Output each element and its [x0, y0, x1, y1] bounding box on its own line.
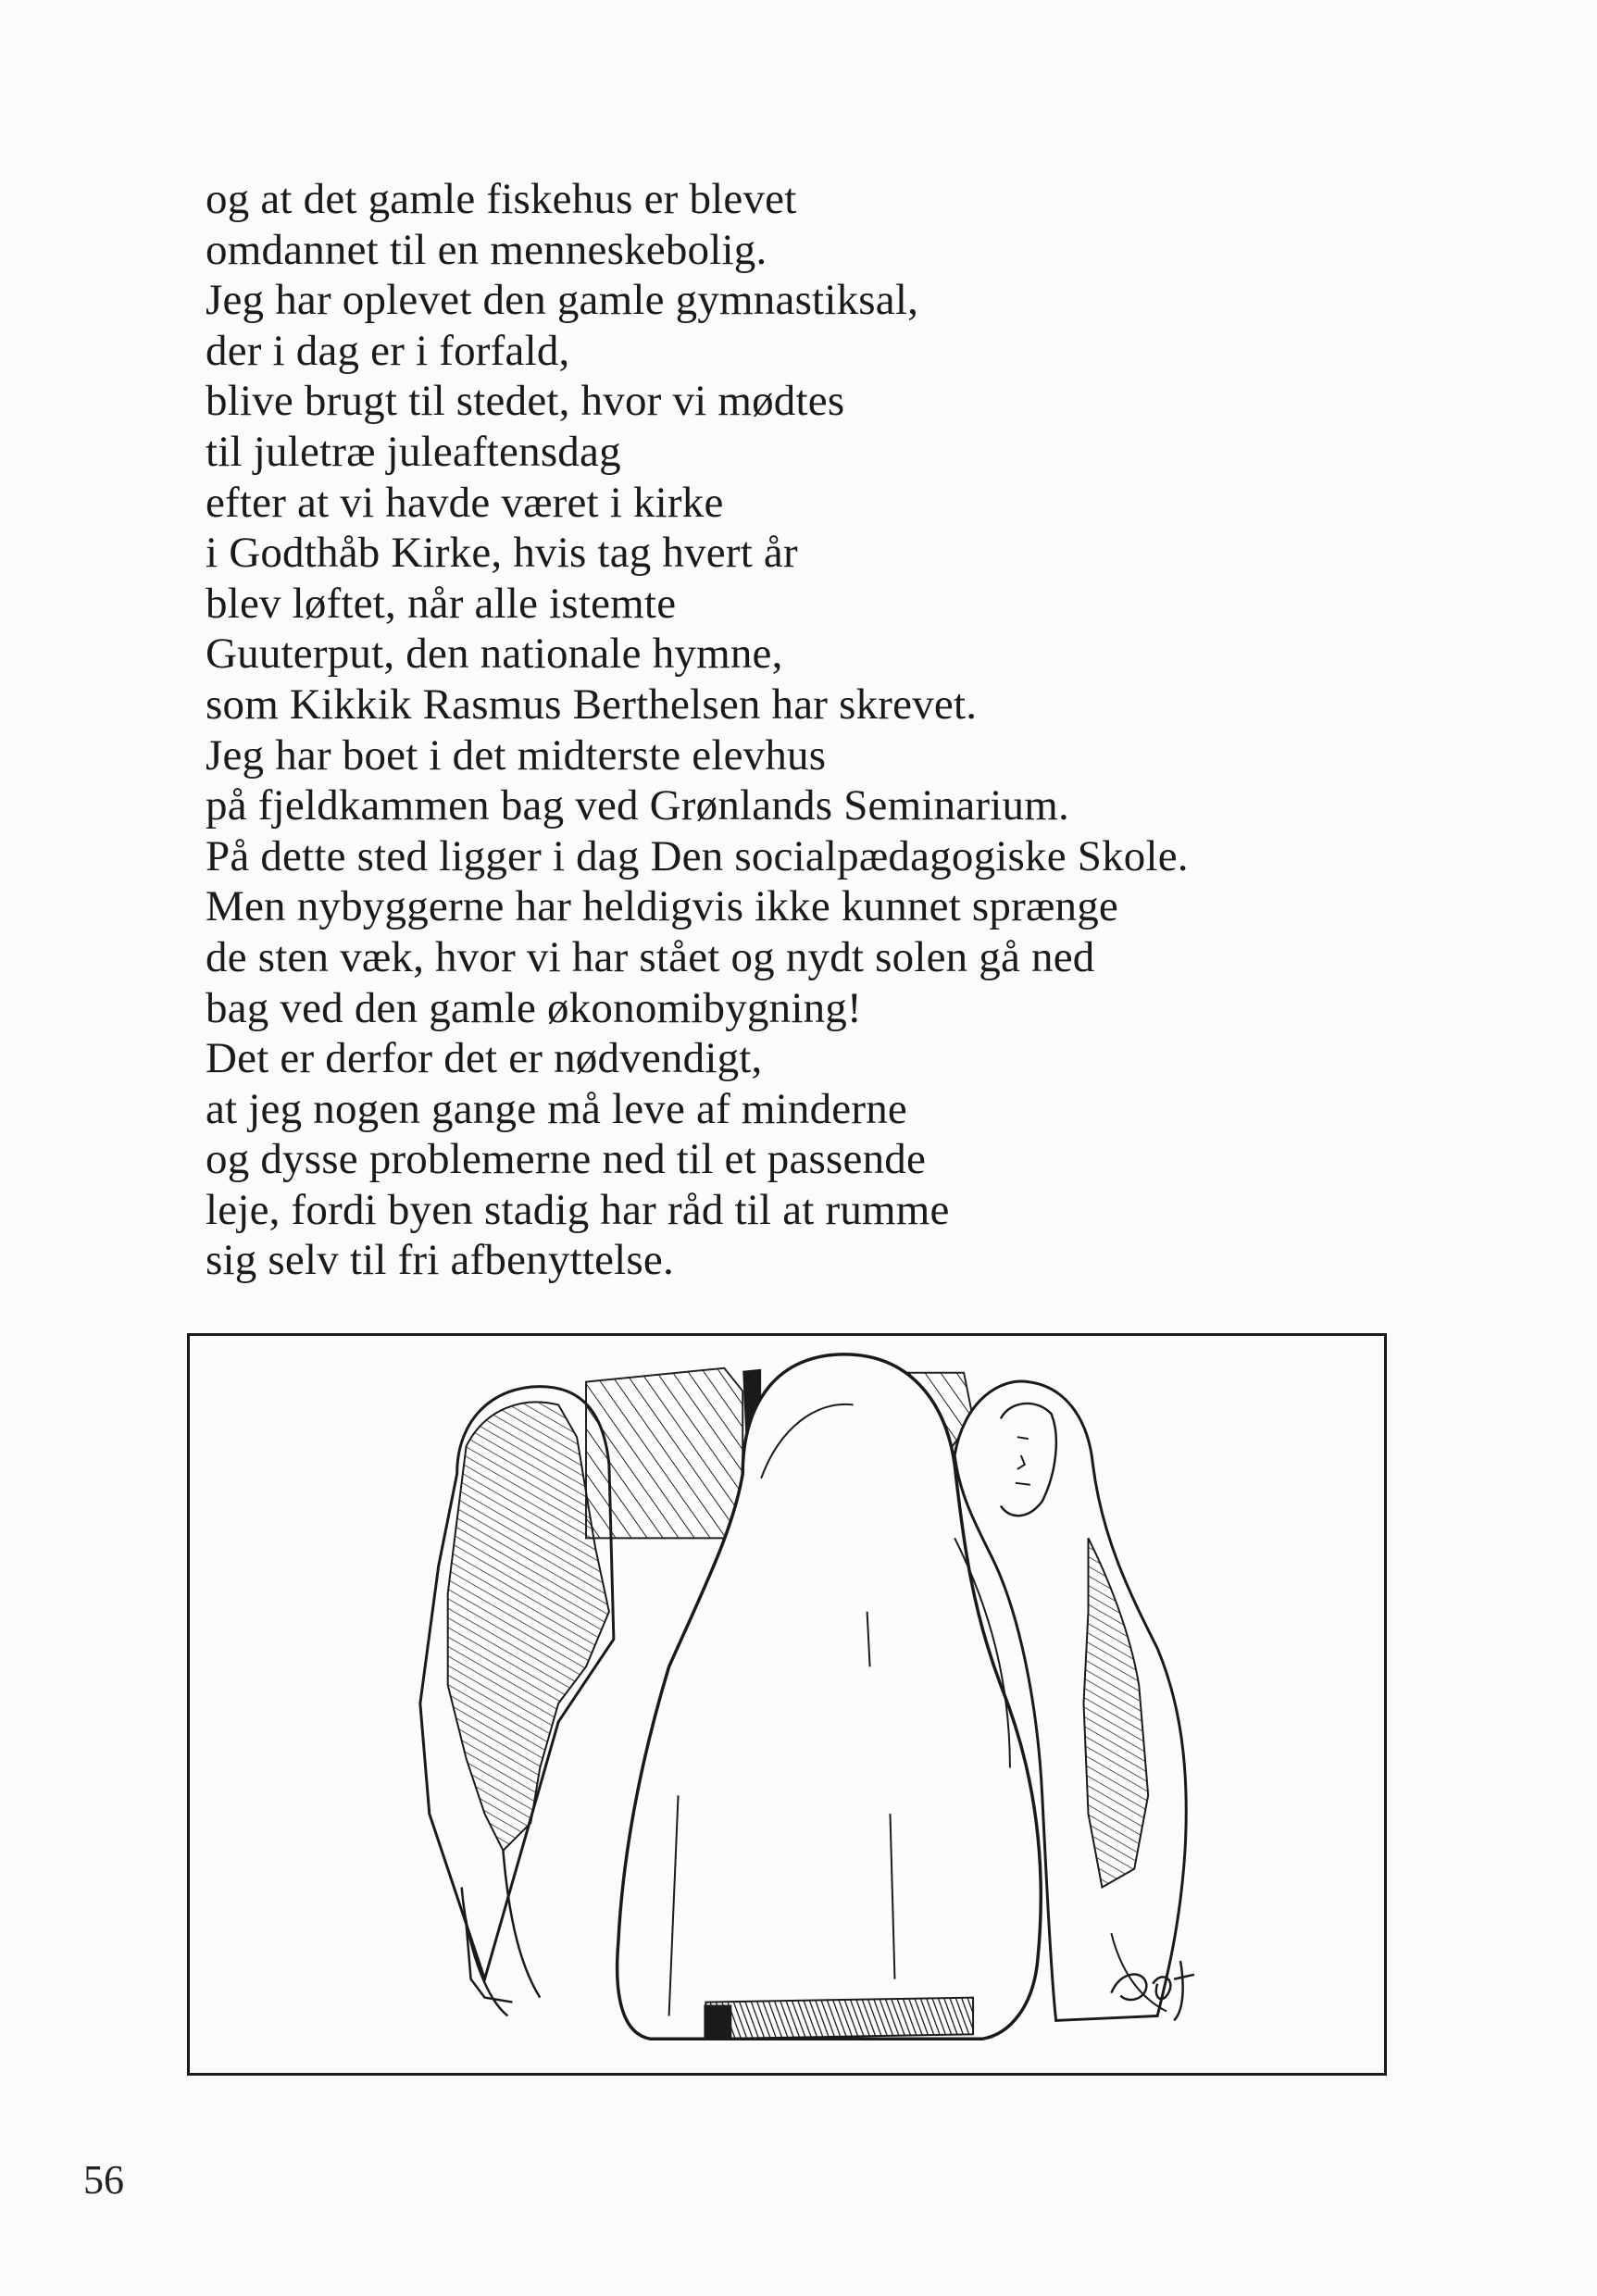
poem-line: til juletræ juleaftensdag [206, 427, 621, 476]
poem-line: Det er derfor det er nødvendigt, [206, 1034, 763, 1083]
poem-line: sig selv til fri afbenyttelse. [206, 1236, 674, 1285]
left-figure [420, 1387, 614, 2016]
poem-line: På dette sted ligger i dag Den socialpædagogiske Skole. [206, 831, 1189, 880]
poem-text [206, 174, 1409, 1286]
poem-line: i Godthåb Kirke, hvis tag hvert år [206, 529, 798, 578]
poem-line: omdannet til en menneskebolig. [206, 225, 767, 274]
poem-line: og dysse problemerne ned til et passende [206, 1135, 927, 1184]
poem-line: at jeg nogen gange må leve af minderne [206, 1084, 907, 1133]
poem-line: de sten væk, hvor vi har stået og nydt solen gå ned [206, 932, 1095, 981]
poem-line: efter at vi havde været i kirke [206, 478, 724, 527]
hooded-figures-illustration [187, 1333, 1387, 2076]
poem-line: leje, fordi byen stadig har råd til at rumme [206, 1185, 950, 1234]
poem-line: og at det gamle fiskehus er blevet [206, 175, 797, 223]
poem-line: Men nybyggerne har heldigvis ikke kunnet sprænge [206, 882, 1118, 931]
poem-line: Jeg har boet i det midterste elevhus [206, 730, 827, 780]
sketch-drawing [190, 1336, 1384, 2073]
poem-line: som Kikkik Rasmus Berthelsen har skrevet. [206, 680, 978, 729]
poem-line: Jeg har oplevet den gamle gymnastiksal, [206, 276, 919, 325]
poem-line: Guuterput, den nationale hymne, [206, 630, 783, 679]
page-number: 56 [83, 2157, 124, 2202]
poem-line: på fjeldkammen bag ved Grønlands Seminarium. [206, 781, 1069, 830]
poem-line: blive brugt til stedet, hvor vi mødtes [206, 377, 845, 426]
poem-line: blev løftet, når alle istemte [206, 579, 677, 628]
poem-line: der i dag er i forfald, [206, 326, 570, 375]
poem-line: bag ved den gamle økonomibygning! [206, 983, 862, 1032]
